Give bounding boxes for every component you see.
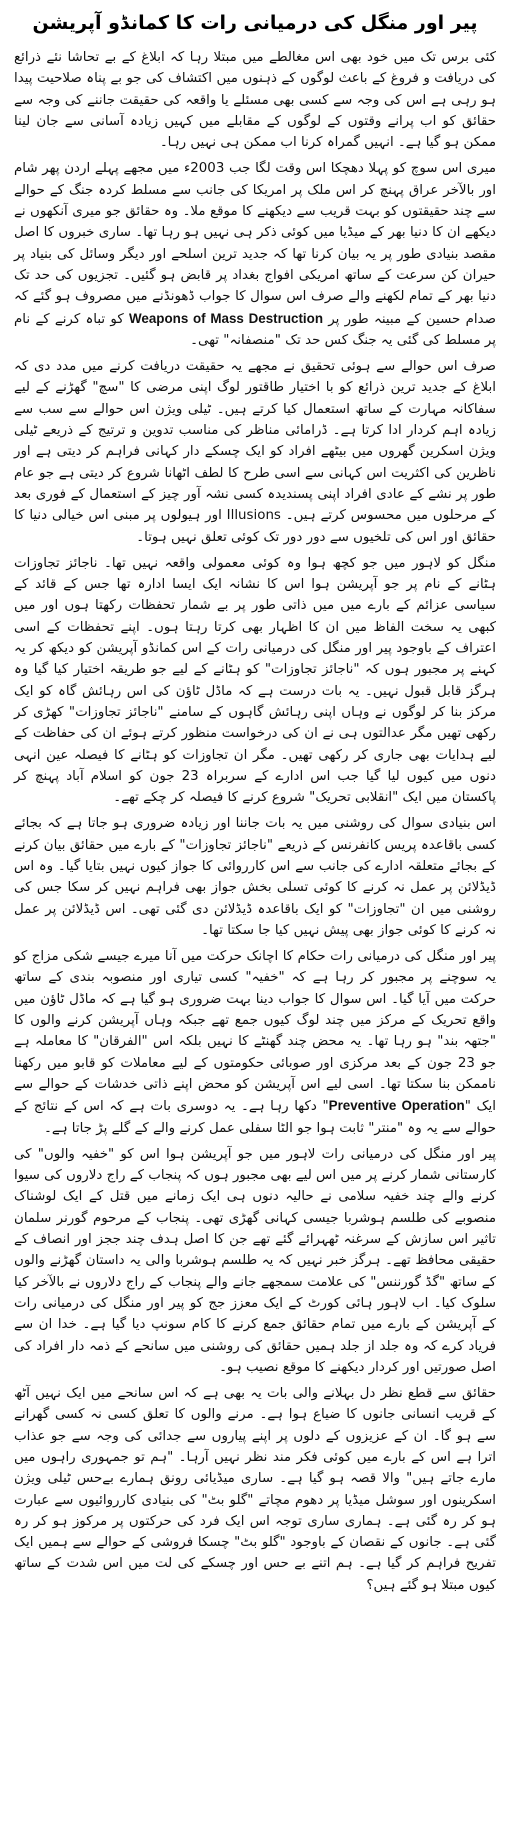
preventive-operation-term: Preventive Operation [328, 1098, 465, 1114]
article-paragraph-2 [14, 158, 496, 351]
paragraph-2-text: میری اس سوچ کو پہلا دھچکا اس وقت لگا جب 2003ء میں مجھے پہلے اردن پھر شام اور بالآخر عراق پہنچ کر اس ملک پر امریکا کی جانب سے مسلط کردہ جنگ کے حوالے سے چند حقیقتوں کو بہت قریب سے دیکھنے کا موقع ملا۔ وہ حقائق جو میری آنکھوں نے دیکھے ان کا دنیا بھر کے میڈیا میں کوئی ذکر ہی نہیں ہو رہا تھا۔ ساری خبروں کا اصل مقصد بنیادی طور پر یہ بیان کرنا تھا کہ جدید ترین اسلحے اور دیگر وسائل کی بنیاد پر حیران کن سرعت کے ساتھ امریکی افواج بغداد پر قابض ہو گئیں۔ تجزیوں کی حد تک دنیا بھر کے تمام لکھنے والے صرف اس سوال کا جواب ڈھونڈنے میں مصروف ہو گئے کہ صدام حسین کے مبینہ طور پر [14, 161, 497, 327]
paragraph-6-tail: " دکھا رہا ہے۔ یہ دوسری بات ہے کہ اس کے نتائج کے حوالے سے یہ وہ "منتر" ثابت ہوا جو الٹا سفلی عمل کرنے والے کے گلے پڑ جاتا ہے۔ [14, 1099, 496, 1136]
paragraph-2-tail: کو تباہ کرنے کے نام پر مسلط کی گئی یہ جنگ کس حد تک "منصفانہ" تھی۔ [14, 311, 496, 348]
article-paragraph-6: پیر اور منگل کی درمیانی رات حکام کا اچانک حرکت میں آنا میرے جیسے شکی مزاج کو یہ سوچنے پر مجبور کر رہا ہے کہ "خفیہ" کسی تیاری اور منصوبہ بندی کے ساتھ حرکت میں آیا گیا۔ اس سوال کا جواب دینا بہت ضروری ہو گیا ہے کہ ماڈل ٹاؤن میں واقع تحریک کے مرکز میں چند لوگ کیوں جمع تھے جبکہ وہاں آپریشن کرنے والوں کا "جتھہ بند" ہو رہا تھا۔ یہ محض چند گھنٹے کا نہیں بلکہ اس "الفرقان" کا معاملہ ہے جو 23 جون کے بعد مرکزی اور صوبائی حکومتوں کے لیے معاملات کو قابو میں رکھنا ناممکن بنا سکتا تھا۔ اسی لیے اس آپریشن کو محض اپنے ذاتی خدشات کے حوالے سے ایک "Preventive Operation" دکھا رہا ہے۔ یہ دوسری بات ہے کہ اس کے نتائج کے حوالے سے یہ وہ "منتر" ثابت ہوا جو الٹا سفلی عمل کرنے والے کے گلے پڑ جاتا ہے۔ [14, 949, 496, 1136]
article-headline: پیر اور منگل کی درمیانی رات کا کمانڈو آپریشن [32, 12, 478, 34]
article-paragraph-7: پیر اور منگل کی درمیانی رات لاہور میں جو آپریشن ہوا اس کو "خفیہ والوں" کی کارستانی شمار کرنے پر میں اس لیے بھی مجبور ہوں کہ پنجاب کے راج دلاروں کی سیوا کرنے والے چند خفیہ سلامی نے حالیہ دنوں ہی ایک زمانے میں قتل کے ایک لوشناک منصوبے کی طلسم ہوشربا جیسی کہانی گھڑی تھی۔ پنجاب کے مرحوم گورنر سلمان تاثیر اس سازش کے سرغنہ ٹھہرائے گئے تھے جن کا اصل ہدف چند ججز اور انصاف کے حقیقی محافظ تھے۔ ہرگز خبر نہیں کہ یہ طلسم ہوشربا والی یہ داستان گھڑنے والوں کے ساتھ "گڈ گورننس" کی علامت سمجھے جانے والے پنجاب کے راج دلاروں نے بالآخر کیا سلوک کیا۔ اب لاہور ہائی کورٹ کے ایک معزز جج کو پیر اور منگل کی درمیانی رات کے آپریشن کے بارے میں تمام حقائق جمع کرنے کا کام سونپ دیا گیا ہے۔ خدا ان سے فریاد کرے کہ وہ جلد از جلد ہمیں حقائق کی روشنی میں سانحے کے ذمہ دار افراد کی اصل صورتیں اور کردار دیکھنے کا موقع نصیب ہو۔ [14, 1146, 496, 1375]
article-paragraph-3: صرف اس حوالے سے ہوئی تحقیق نے مجھے یہ حقیقت دریافت کرنے میں مدد دی کہ ابلاغ کے جدید ترین ذرائع کو با اختیار طاقتور لوگ اپنی مرضی کا "سچ" گھڑنے کے لیے سفاکانہ مہارت کے ساتھ استعمال کیا کرتے ہیں۔ ٹیلی ویژن اس حوالے سے سب سے زیادہ اہم کردار ادا کرتا ہے۔ ڈرامائی مناظر کی مناسب تدوین و ترتیج کے ذریعے ٹیلی ویژن اسکرین گھروں میں بیٹھے افراد کو ایک چسکے دار کہانی فراہم کر دیتی ہے اور ناظرین کی اکثریت اس کہانی سے اسی طرح کا لطف اٹھانا شروع کر دیتی ہے جو عام طور پر نشے کے عادی افراد اپنی پسندیدہ کسی نشہ آور چیز کے استعمال کے فوری بعد کے مرحلوں میں محسوس کرتے ہیں۔ Illusions اور ہیولوں پر مبنی اس خیالی دنیا کا حقائق اور اس کی تلخیوں سے دور دور تک کوئی تعلق نہیں ہوتا۔ [14, 359, 497, 545]
paragraph-6-text: پیر اور منگل کی درمیانی رات حکام کا اچانک حرکت میں آنا میرے جیسے شکی مزاج کو یہ سوچنے پر مجبور کر رہا ہے کہ "خفیہ" کسی تیاری اور منصوبہ بندی کے ساتھ حرکت میں آیا گیا۔ اس سوال کا جواب دینا بہت ضروری ہو گیا ہے کہ ماڈل ٹاؤن میں واقع تحریک کے مرکز میں چند لوگ کیوں جمع تھے جبکہ وہاں آپریشن کرنے والوں کا "جتھہ بند" ہو رہا تھا۔ یہ محض چند گھنٹے کا نہیں بلکہ اس "الفرقان" کا معاملہ ہے جو 23 جون کے بعد مرکزی اور صوبائی حکومتوں کے لیے معاملات کو قابو میں رکھنا ناممکن بنا سکتا تھا۔ اسی لیے اس آپریشن کو محض اپنے ذاتی خدشات کے حوالے سے ایک [14, 949, 496, 1115]
article-paragraph-5: اس بنیادی سوال کی روشنی میں یہ بات جاننا اور زیادہ ضروری ہو جاتا ہے کہ بجائے کسی باقاعدہ پریس کانفرنس کے ذریعے "ناجائز تجاوزات" کے بارے میں حقائق بیان کرنے کے بجائے متعلقہ ادارے کی جانب سے اس کارروائی کا جواز کیوں نہیں بتایا گیا۔ وہ اس ڈیڈلائن پر عمل نہ کرنے کا کوئی تسلی بخش جواز بھی فراہم نہیں کر سکا جس کی روشنی میں ان "تجاوزات" کو ایک باقاعدہ ڈیڈلائن دی گئی تھی۔ اس ڈیڈلائن پر عمل نہ کرنے کا کوئی جواز بھی پیش نہیں کیا جا سکتا تھا۔ [14, 816, 496, 938]
article-paragraph-1: کئی برس تک میں خود بھی اس مغالطے میں مبتلا رہا کہ ابلاغ کے بے تحاشا نئے ذرائع کی دریافت و فروغ کے باعث لوگوں کے ذہنوں میں اکتشاف کی جو بے پناہ صلاحیت پیدا ہو رہی ہے اس کی وجہ سے کسی بھی مسئلے یا واقعہ کی حقیقت جاننے کی وجہ سے حقائق کو اب پرانے وقتوں کے لوگوں کے مقابلے میں کہیں زیادہ آسانی سے جان لینا ممکن ہو گیا ہے۔ انہیں گمراہ کرنا اب ممکن ہی نہیں رہا۔ [14, 50, 496, 151]
wmd-term: Weapons of Mass Destruction [129, 310, 324, 326]
article-paragraph-8: حقائق سے قطع نظر دل بہلانے والی بات یہ بھی ہے کہ اس سانحے میں ایک نہیں آٹھ کے قریب انسانی جانوں کا ضیاع ہوا ہے۔ مرنے والوں کا تعلق کسی نہ کسی گھرانے سے ہو گا۔ ان کے عزیزوں کے دلوں پر اپنے پیاروں سے جدائی کی وجہ سے جو عذاب اترا ہے اس کے بارے میں کوئی فکر مند نظر نہیں آرہا۔ "ہم تو جمہوری راہوں میں مارے جاتے ہیں" والا قصہ ہو گیا ہے۔ ساری میڈیائی رونق ہمارے بےحس ٹیلی ویژن اسکرینوں اور سوشل میڈیا پر دھوم مچاتے "گلو بٹ" کی بنیادی کارروائیوں سے عبارت ہو کر رہ گئی ہے۔ ہماری ساری توجہ اس ایک فرد کی حرکتوں پر مرکوز ہو کر رہ گئی ہے۔ جانوں کے نقصان کے باوجود "گلو بٹ" چسکا فروشی کے حوالے سے ہمیں ایک تفریح فراہم کر گیا ہے۔ ہم اتنے بے حس اور چسکے کی لت میں اس شدت کے ساتھ کیوں مبتلا ہو گئے ہیں؟ [14, 1386, 496, 1593]
article-paragraph-4: منگل کو لاہور میں جو کچھ ہوا وہ کوئی معمولی واقعہ نہیں تھا۔ ناجائز تجاوزات ہٹانے کے نام پر جو آپریشن ہوا اس کا نشانہ ایک ایسا ادارہ تھا جس کے قائد کے سیاسی عزائم کے بارے میں میں ذاتی طور پر بے شمار تحفظات رکھتا ہوں اور میں کبھی یہ سخت الفاظ میں ان کا اظہار بھی کرتا رہتا ہوں۔ اپنے تحفظات کے اسی اعتراف کے باوجود پیر اور منگل کی درمیانی رات کے اس کمانڈو آپریشن کو دیکھ کر یہ کہنے پر مجبور ہوں کہ "ناجائز تجاوزات" کو ہٹانے کے لیے جو طریقہ اختیار کیا گیا وہ ہرگز قابل قبول نہیں۔ یہ بات درست ہے کہ ماڈل ٹاؤن کی اس رہائش گاہ کو ایک مرکز بنا کر لوگوں نے وہاں اپنی رہائش گاہوں کے سامنے "ناجائز تجاوزات" کھڑی کر رکھی تھیں مگر عدالتوں ہی نے ان کی درخواست منظور کرتے ہوئے ان کی حفاظت کے لیے ہدایات بھی جاری کر رکھی تھیں۔ مگر ان تجاوزات کو ہٹانے کا فیصلہ عین انہی دنوں میں کیوں لیا گیا جب اس ادارے کے سربراہ 23 جون کو اسلام آباد پہنچ کر پاکستان میں ایک "انقلابی تحریک" شروع کرنے کا فیصلہ کر چکے تھے۔ [14, 555, 497, 806]
